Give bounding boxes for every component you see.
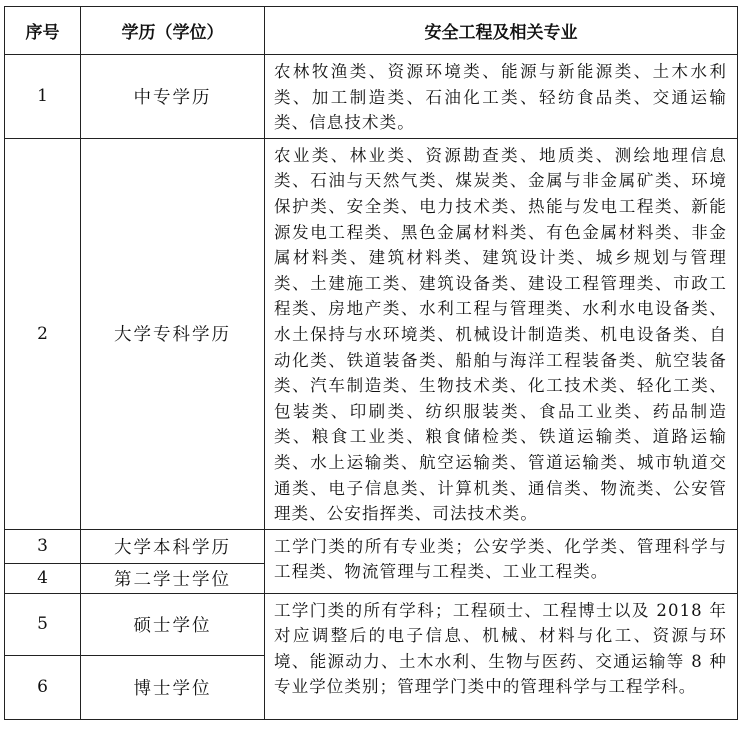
major-table <box>4 6 738 720</box>
table-row <box>5 55 738 139</box>
row-degree: 大学专科学历 <box>81 138 265 529</box>
header-degree: 学历（学位） <box>81 7 265 55</box>
header-no: 序号 <box>5 7 81 55</box>
table-row <box>5 138 738 529</box>
header-row <box>5 7 738 55</box>
row-degree: 硕士学位 <box>81 593 265 655</box>
row-major: 农业类、林业类、资源勘查类、地质类、测绘地理信息类、石油与天然气类、煤炭类、金属与非金属矿类、环境保护类、安全类、电力技术类、热能与发电工程类、新能源发电工程类、黑色金属材料类、有色金属材料类、非金属材料类、建筑材料类、建筑设计类、城乡规划与管理类、土建施工类、建筑设备类、建设工程管理类、市政工程类、房地产类、水利工程与管理类、水利水电设备类、水土保持与水环境类、机械设计制造类、机电设备类、自动化类、铁道装备类、船舶与海洋工程装备类、航空装备类、汽车制造类、生物技术类、化工技术类、轻化工类、包装类、印刷类、纺织服装类、食品工业类、药品制造类、粮食工业类、粮食储检类、铁道运输类、道路运输类、水上运输类、航空运输类、管道运输类、城市轨道交通类、电子信息类、计算机类、通信类、物流类、公安管理类、公安指挥类、司法技术类。 <box>265 138 738 529</box>
row-no: 3 <box>5 529 81 563</box>
row-no: 5 <box>5 593 81 655</box>
row-no: 1 <box>5 55 81 139</box>
row-no: 4 <box>5 563 81 593</box>
row-degree: 博士学位 <box>81 655 265 719</box>
row-degree: 中专学历 <box>81 55 265 139</box>
row-no: 2 <box>5 138 81 529</box>
header-major: 安全工程及相关专业 <box>265 7 738 55</box>
row-degree: 第二学士学位 <box>81 563 265 593</box>
table-row <box>5 593 738 655</box>
row-major: 农林牧渔类、资源环境类、能源与新能源类、土木水利类、加工制造类、石油化工类、轻纺食品类、交通运输类、信息技术类。 <box>265 55 738 139</box>
row-major-merged: 工学门类的所有专业类；公安学类、化学类、管理科学与工程类、物流管理与工程类、工业工程类。 <box>265 529 738 593</box>
table-row <box>5 529 738 563</box>
row-no: 6 <box>5 655 81 719</box>
row-major-merged: 工学门类的所有学科；工程硕士、工程博士以及 2018 年对应调整后的电子信息、机械、材料与化工、资源与环境、能源动力、土木水利、生物与医药、交通运输等 8 种专业学位类别；管理学门类中的管理科学与工程学科。 <box>265 593 738 719</box>
row-degree: 大学本科学历 <box>81 529 265 563</box>
